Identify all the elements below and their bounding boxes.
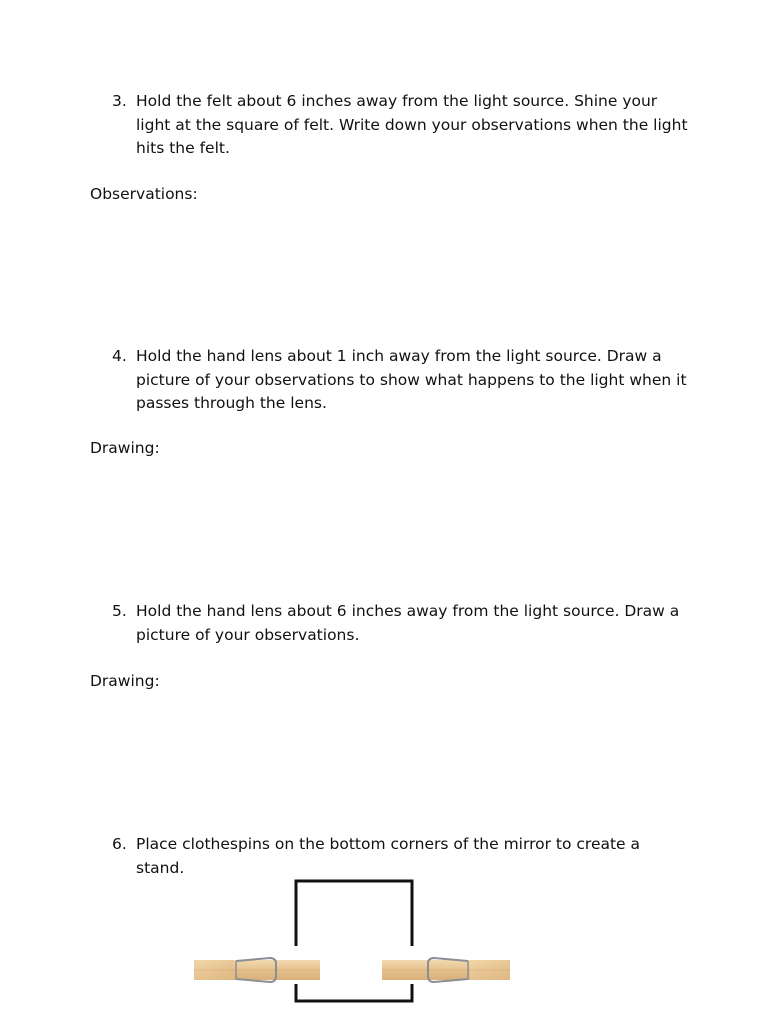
mirror-outline-bottom [296,984,412,1001]
step-5 [112,600,692,647]
step-text: Hold the hand lens about 6 inches away from the light source. Draw a picture of your observations. [136,602,680,644]
step-text: Hold the hand lens about 1 inch away from the light source. Draw a picture of your observations to show what happens to the light when it passes through the lens. [136,347,687,412]
mirror-stand-illustration [0,868,768,1018]
mirror-outline [296,881,412,946]
step-4 [112,345,692,416]
step-number: 6. [112,835,127,853]
step-number: 3. [112,92,127,110]
step-3 [112,90,692,161]
step-text: Place clothespins on the bottom corners of the mirror to create a stand. [136,835,641,877]
left-clothespin [194,958,320,982]
step-number: 5. [112,602,127,620]
step-text: Hold the felt about 6 inches away from the light source. Shine your light at the square of felt. Write down your observations when the light hits the felt. [136,92,688,157]
observations-label: Observations: [90,185,198,203]
drawing-label: Drawing: [90,672,160,690]
drawing-label: Drawing: [90,439,160,457]
step-number: 4. [112,347,127,365]
right-clothespin [382,958,510,982]
